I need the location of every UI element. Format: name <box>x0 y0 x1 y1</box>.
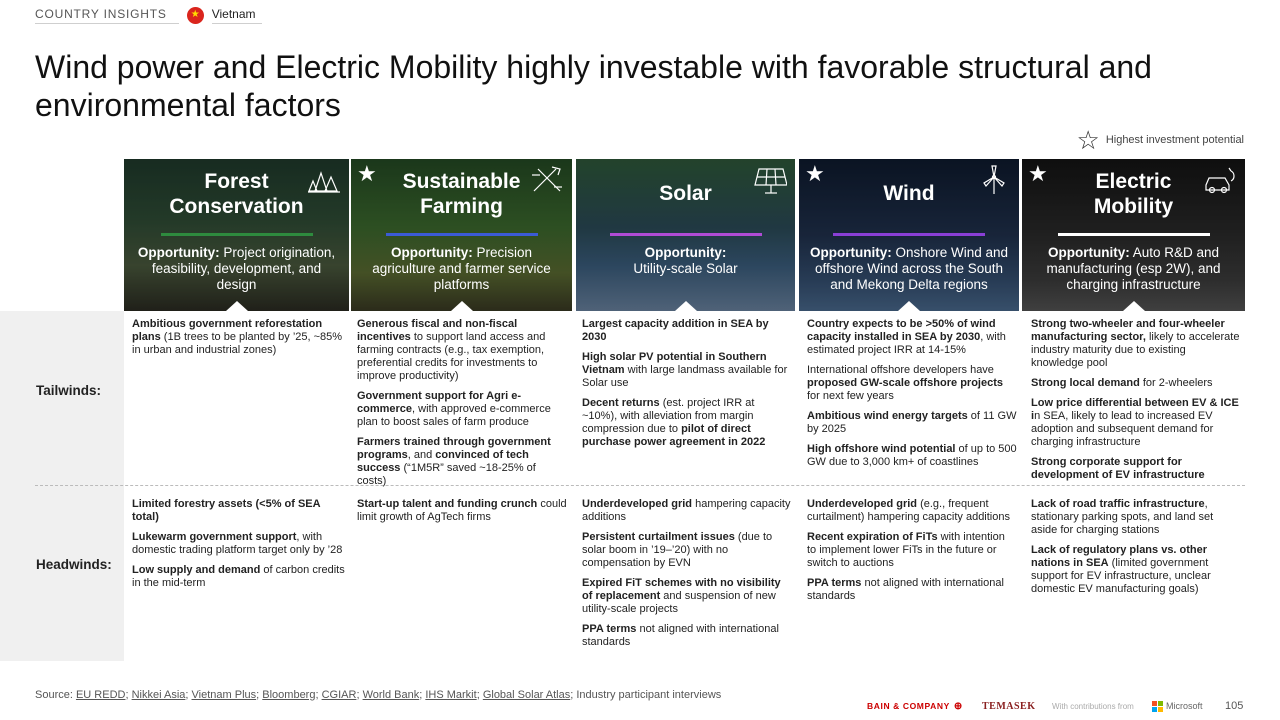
tailwind-item <box>807 318 1017 357</box>
temasek-logo: TEMASEK <box>982 700 1036 712</box>
tailwind-item <box>582 351 792 390</box>
sector-title <box>1022 169 1245 219</box>
item-highlight: High solar PV potential in Southern Vietnam <box>582 351 767 376</box>
microsoft-logo <box>1152 698 1203 714</box>
tile-pointer <box>675 301 697 311</box>
headwind-item <box>582 577 792 616</box>
opportunity-description: Precision agriculture and farmer service platforms <box>372 245 551 292</box>
item-text: (1B trees to be planted by ’25, ~85% in urban and industrial zones) <box>132 331 343 356</box>
headwinds-column <box>132 498 347 597</box>
headwinds-column <box>1031 498 1241 603</box>
page-number: 105 <box>1225 700 1244 712</box>
microsoft-logo-text: Microsoft <box>1166 701 1203 711</box>
headwind-item <box>132 531 347 557</box>
country-name: Vietnam <box>212 7 262 24</box>
source-note: Source: EU REDD; Nikkei Asia; Vietnam Plus; Bloomberg; CGIAR; World Bank; IHS Markit; Global Solar Atlas; Industry participant interviews <box>35 689 722 701</box>
item-text: , with domestic trading platform target only by ’28 <box>132 531 343 556</box>
item-text: (limited government support for EV infrastructure, unclear domestic EV manufacturing goals) <box>1031 557 1211 595</box>
source-link[interactable]: CGIAR <box>321 689 357 701</box>
row-label-panel <box>0 311 124 661</box>
item-highlight: Underdeveloped grid <box>582 498 693 510</box>
item-highlight: Low supply and demand <box>132 564 261 576</box>
item-text: , with estimated project IRR at 14-15% <box>807 331 1006 356</box>
item-highlight: Lukewarm government support <box>132 531 297 543</box>
sector-accent-bar <box>1058 233 1210 236</box>
item-text: likely to accelerate industry maturity due to existing knowledge pool <box>1031 331 1240 369</box>
tile-pointer <box>1123 301 1145 311</box>
tailwinds-label: Tailwinds: <box>36 383 102 398</box>
item-highlight: Strong corporate support for development of EV infrastructure <box>1031 456 1205 481</box>
sector-title-line: Solar <box>659 182 712 205</box>
sector-tile <box>1022 159 1245 311</box>
item-highlight: Lack of regulatory plans vs. other nations in SEA <box>1031 544 1208 569</box>
bain-mark-icon: ⊕ <box>953 700 963 712</box>
section-label: COUNTRY INSIGHTS <box>35 7 179 24</box>
item-text: (e.g., frequent curtailment) hampering capacity additions <box>807 498 1010 523</box>
item-highlight: Strong local demand <box>1031 377 1140 389</box>
opportunity-text <box>1032 245 1235 293</box>
opportunity-description: Onshore Wind and offshore Wind across the South and Mekong Delta regions <box>814 245 1009 292</box>
sector-title-line: Mobility <box>1093 195 1174 218</box>
star-icon: ★ <box>805 161 825 186</box>
legend <box>1077 127 1245 153</box>
tile-pointer <box>226 301 248 311</box>
opportunity-label: Opportunity: <box>644 245 727 260</box>
item-text: International offshore developers have <box>807 364 994 376</box>
tailwind-item <box>807 364 1017 403</box>
tailwind-item <box>1031 318 1241 370</box>
headwind-item <box>807 577 1017 603</box>
item-highlight: Start-up talent and funding crunch <box>357 498 538 510</box>
tailwinds-column <box>1031 318 1241 489</box>
item-text: of 11 GW by 2025 <box>807 410 1017 435</box>
item-highlight: Recent expiration of FiTs <box>807 531 938 543</box>
opportunity-description: Utility-scale Solar <box>633 261 738 276</box>
item-text: (est. project IRR at ~10%), with alleviation from margin compression due to <box>582 397 755 435</box>
item-text: n SEA, likely to lead to increased EV adoption and subsequent demand for charging infrastructure <box>1031 410 1214 448</box>
source-link[interactable]: Bloomberg <box>262 689 316 701</box>
item-text: of carbon credits in the mid-term <box>132 564 345 589</box>
item-highlight: Government support for Agri e-commerce <box>357 390 521 415</box>
item-highlight: High offshore wind potential <box>807 443 956 455</box>
item-highlight: Ambitious government reforestation plans <box>132 318 323 343</box>
item-highlight: PPA terms <box>582 623 637 635</box>
item-text: for next few years <box>807 390 894 402</box>
tailwind-item <box>582 318 792 344</box>
item-highlight: Low price differential between EV & ICE i <box>1031 397 1239 422</box>
item-text: , with approved e-commerce plan to boost sales of farm produce <box>357 403 551 428</box>
sector-title-line: Electric <box>1095 170 1172 193</box>
item-text: to support land access and farming contracts (e.g., tax exemption, preferential credits for investments to improve productivity) <box>357 331 546 382</box>
headwinds-column <box>582 498 792 656</box>
item-text: , stationary parking spots, and land set aside for charging stations <box>1031 498 1214 536</box>
opportunity-label: Opportunity: <box>390 245 473 260</box>
contributions-note: With contributions from <box>1052 701 1134 711</box>
opportunity-text <box>134 245 339 293</box>
opportunity-description: Auto R&D and manufacturing (esp 2W), and charging infrastructure <box>1046 245 1221 292</box>
tailwind-item <box>357 318 567 383</box>
headwinds-column <box>807 498 1017 610</box>
tailwinds-column <box>132 318 347 364</box>
headwind-item <box>1031 498 1241 537</box>
tailwind-item <box>1031 397 1241 449</box>
tailwinds-column <box>807 318 1017 476</box>
sector-title-line: Conservation <box>169 195 304 218</box>
tailwind-item <box>357 390 567 429</box>
item-highlight: Largest capacity addition in SEA by 2030 <box>582 318 769 343</box>
sector-accent-bar <box>386 233 538 236</box>
bain-logo-text: BAIN & COMPANY <box>867 701 950 711</box>
tailwinds-column <box>582 318 792 456</box>
headwind-item <box>807 498 1017 524</box>
item-text: could limit growth of AgTech firms <box>357 498 567 523</box>
item-text: (“1M5R” saved ~18-25% of costs) <box>357 462 536 487</box>
item-highlight: Expired FiT schemes with no visibility of replacement <box>582 577 781 602</box>
opportunity-label: Opportunity: <box>1047 245 1130 260</box>
source-link[interactable]: EU REDD <box>75 689 126 701</box>
sector-accent-bar <box>833 233 985 236</box>
sector-accent-bar <box>610 233 762 236</box>
headwind-item <box>132 498 347 524</box>
item-highlight: Decent returns <box>582 397 660 409</box>
item-highlight: Ambitious wind energy targets <box>807 410 968 422</box>
tailwind-item <box>132 318 347 357</box>
item-highlight: Underdeveloped grid <box>807 498 918 510</box>
item-highlight: Limited forestry assets (<5% of SEA total) <box>132 498 321 523</box>
item-highlight: proposed GW-scale offshore projects <box>807 377 1003 389</box>
sector-tile <box>351 159 572 311</box>
opportunity-label: Opportunity: <box>137 245 220 260</box>
headwind-item <box>357 498 567 524</box>
item-text: not aligned with international standards <box>807 577 1004 602</box>
star-icon: ★ <box>1028 161 1048 186</box>
item-highlight: Persistent curtailment issues <box>582 531 735 543</box>
item-highlight: Country expects to be >50% of wind capacity installed in SEA by 2030 <box>807 318 996 343</box>
item-text: hampering capacity additions <box>582 498 791 523</box>
tile-pointer <box>451 301 473 311</box>
sector-title <box>576 181 795 206</box>
headwind-item <box>582 498 792 524</box>
vietnam-flag-icon <box>187 7 204 24</box>
sector-title-line: Sustainable <box>402 170 521 193</box>
item-text: (due to solar boom in ’19–’20) with no compensation by EVN <box>582 531 773 569</box>
item-highlight: PPA terms <box>807 577 862 589</box>
tailwind-item <box>807 410 1017 436</box>
item-highlight: Strong two-wheeler and four-wheeler manufacturing sector, <box>1031 318 1225 343</box>
source-link[interactable]: Nikkei Asia <box>131 689 186 701</box>
item-text: with intention to implement lower FiTs in the future or switch to auctions <box>807 531 1005 569</box>
source-link[interactable]: IHS Markit <box>425 689 477 701</box>
headwind-item <box>807 531 1017 570</box>
item-highlight: pilot of direct purchase power agreement in 2022 <box>582 423 766 448</box>
tailwind-item <box>807 443 1017 469</box>
item-text: not aligned with international standards <box>582 623 779 648</box>
source-suffix: ; Industry participant interviews <box>570 689 722 701</box>
sector-tile <box>576 159 795 311</box>
tailwind-item <box>1031 456 1241 482</box>
sector-title-line: Farming <box>420 195 503 218</box>
sector-accent-bar <box>161 233 313 236</box>
top-bar <box>35 6 262 24</box>
source-prefix: Source: <box>35 689 76 701</box>
tailwind-item <box>357 436 567 488</box>
headwinds-column <box>357 498 567 531</box>
item-highlight: Farmers trained through government programs <box>357 436 551 461</box>
tile-pointer <box>898 301 920 311</box>
item-text: , and <box>407 449 436 461</box>
source-link[interactable]: World Bank <box>362 689 420 701</box>
star-icon: ★ <box>357 161 377 186</box>
opportunity-text <box>586 245 785 277</box>
sector-tile <box>799 159 1019 311</box>
sector-title <box>799 181 1019 206</box>
tailwinds-column <box>357 318 567 495</box>
sector-title <box>124 169 349 219</box>
microsoft-squares-icon <box>1152 701 1163 712</box>
page-title: Wind power and Electric Mobility highly investable with favorable structural and environmental factors <box>35 49 1152 123</box>
bain-logo <box>867 698 963 714</box>
headwind-item <box>582 623 792 649</box>
opportunity-description: Project origination, feasibility, development, and design <box>151 245 336 292</box>
opportunity-label: Opportunity: <box>809 245 892 260</box>
legend-label: Highest investment potential <box>1105 134 1244 146</box>
headwind-item <box>582 531 792 570</box>
sector-tile <box>124 159 349 311</box>
sector-title-line: Wind <box>883 182 935 205</box>
item-text: of up to 500 GW due to 3,000 km+ of coastlines <box>807 443 1017 468</box>
sector-title-line: Forest <box>204 170 269 193</box>
tailwind-item <box>1031 377 1241 390</box>
headwinds-label: Headwinds: <box>36 557 112 572</box>
opportunity-text <box>809 245 1009 293</box>
item-text: with large landmass available for Solar use <box>582 364 788 389</box>
headwind-item <box>1031 544 1241 596</box>
item-highlight: convinced of tech success <box>357 449 529 474</box>
source-link[interactable]: Global Solar Atlas <box>482 689 571 701</box>
item-text: and suspension of new utility-scale projects <box>582 590 776 615</box>
tailwind-item <box>582 397 792 449</box>
item-highlight: Generous fiscal and non-fiscal incentives <box>357 318 518 343</box>
sector-title <box>351 169 572 219</box>
item-text: for 2-wheelers <box>1139 377 1213 389</box>
headwind-item <box>132 564 347 590</box>
star-outline-icon: ☆ <box>1076 125 1100 155</box>
opportunity-text <box>361 245 562 293</box>
item-highlight: Lack of road traffic infrastructure <box>1031 498 1205 510</box>
source-link[interactable]: Vietnam Plus <box>191 689 257 701</box>
